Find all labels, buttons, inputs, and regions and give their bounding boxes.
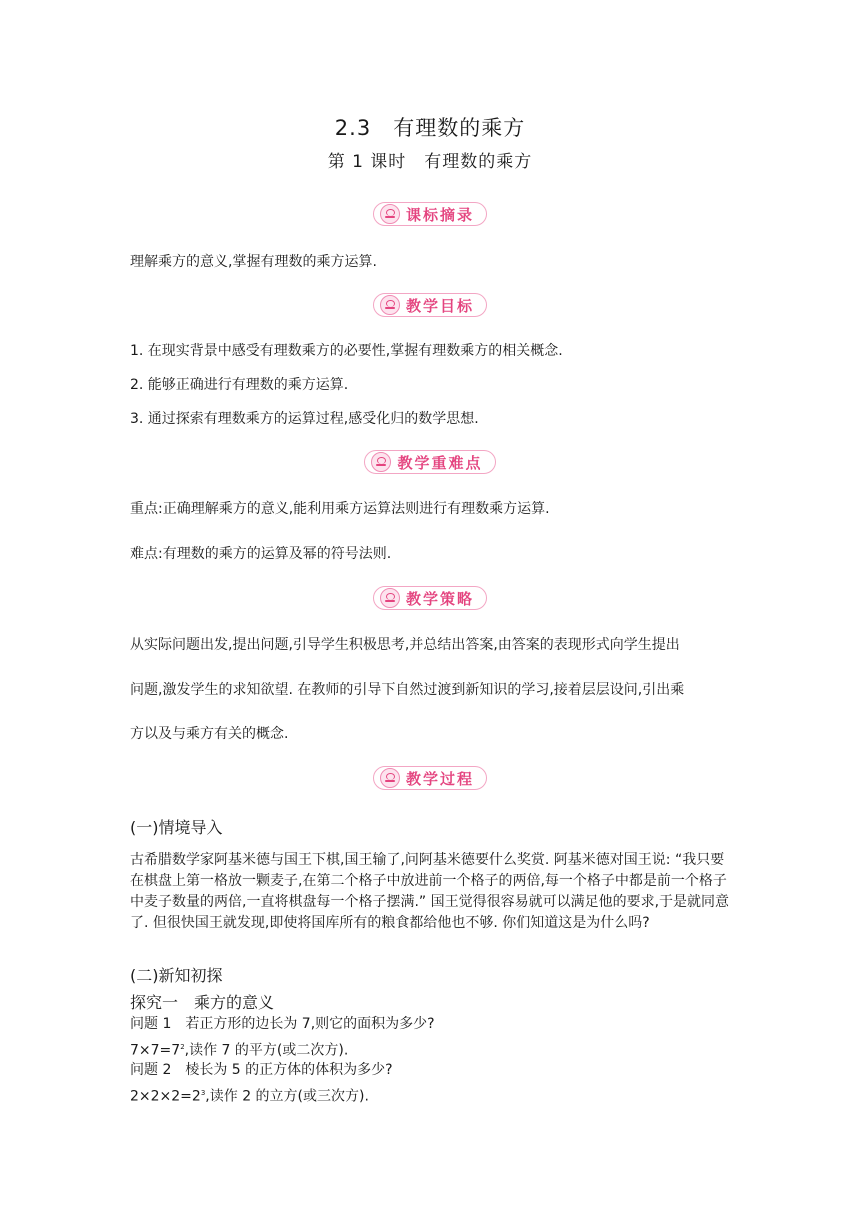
page-title: 2.3 有理数的乘方 [334,116,526,140]
story-paragraph: 古希腊数学家阿基米德与国王下棋,国王输了,问阿基米德要什么奖赏. 阿基米德对国王说: “我只要在棋盘上第一格放一颗麦子,在第二个格子中放进前一个格子的两倍,每一个格子中都是前一个格子中麦子数量的两倍,一直将棋盘每一个格子摆满.” 国王觉得很容易就可以满足他的要求,于是就同意了. 但很快国王就发现,即使将国库所有的粮食都给他也不够. 你们知道这是为什么吗? [130,852,730,931]
badge-strategy: 教学策略 [0,586,860,610]
goal-item: 1. 在现实背景中感受有理数乘方的必要性,掌握有理数乘方的相关概念. [130,343,563,359]
curriculum-text: 理解乘方的意义,掌握有理数的乘方运算. [130,254,377,270]
goal-item: 3. 通过探索有理数乘方的运算过程,感受化归的数学思想. [130,411,479,427]
explore-heading: 探究一 乘方的意义 [130,993,275,1012]
section-heading: (二)新知初探 [130,966,223,985]
answer-2: $2\times 2\times 2=2^3$,读作 2 的立方(或三次方). [130,1088,369,1105]
goal-item: 2. 能够正确进行有理数的乘方运算. [130,377,349,393]
strategy-line: 方以及与乘方有关的概念. [130,726,289,742]
difficult-point: 难点:有理数的乘方的运算及幂的符号法则. [130,546,392,562]
badge-process: 教学过程 [0,766,860,790]
question-1: 问题 1 若正方形的边长为 7,则它的面积为多少? [130,1016,435,1032]
book-icon [380,204,400,224]
book-icon [380,295,400,315]
page-subtitle: 第 1 课时 有理数的乘方 [327,152,533,172]
question-2: 问题 2 棱长为 5 的正方体的体积为多少? [130,1062,393,1078]
badge-keypoints: 教学重难点 [0,450,860,474]
book-icon [371,452,391,472]
book-icon [380,588,400,608]
badge-curriculum: 课标摘录 [0,202,860,226]
answer-1: $7\times 7=7^2$,读作 7 的平方(或二次方). [130,1042,349,1059]
badge-goals: 教学目标 [0,293,860,317]
strategy-line: 从实际问题出发,提出问题,引导学生积极思考,并总结出答案,由答案的表现形式向学生提出 [130,637,680,653]
section-heading: (一)情境导入 [130,818,223,837]
strategy-line: 问题,激发学生的求知欲望. 在教师的引导下自然过渡到新知识的学习,接着层层设问,引出乘 [130,682,685,698]
book-icon [380,768,400,788]
key-point: 重点:正确理解乘方的意义,能利用乘方运算法则进行有理数乘方运算. [130,501,550,517]
